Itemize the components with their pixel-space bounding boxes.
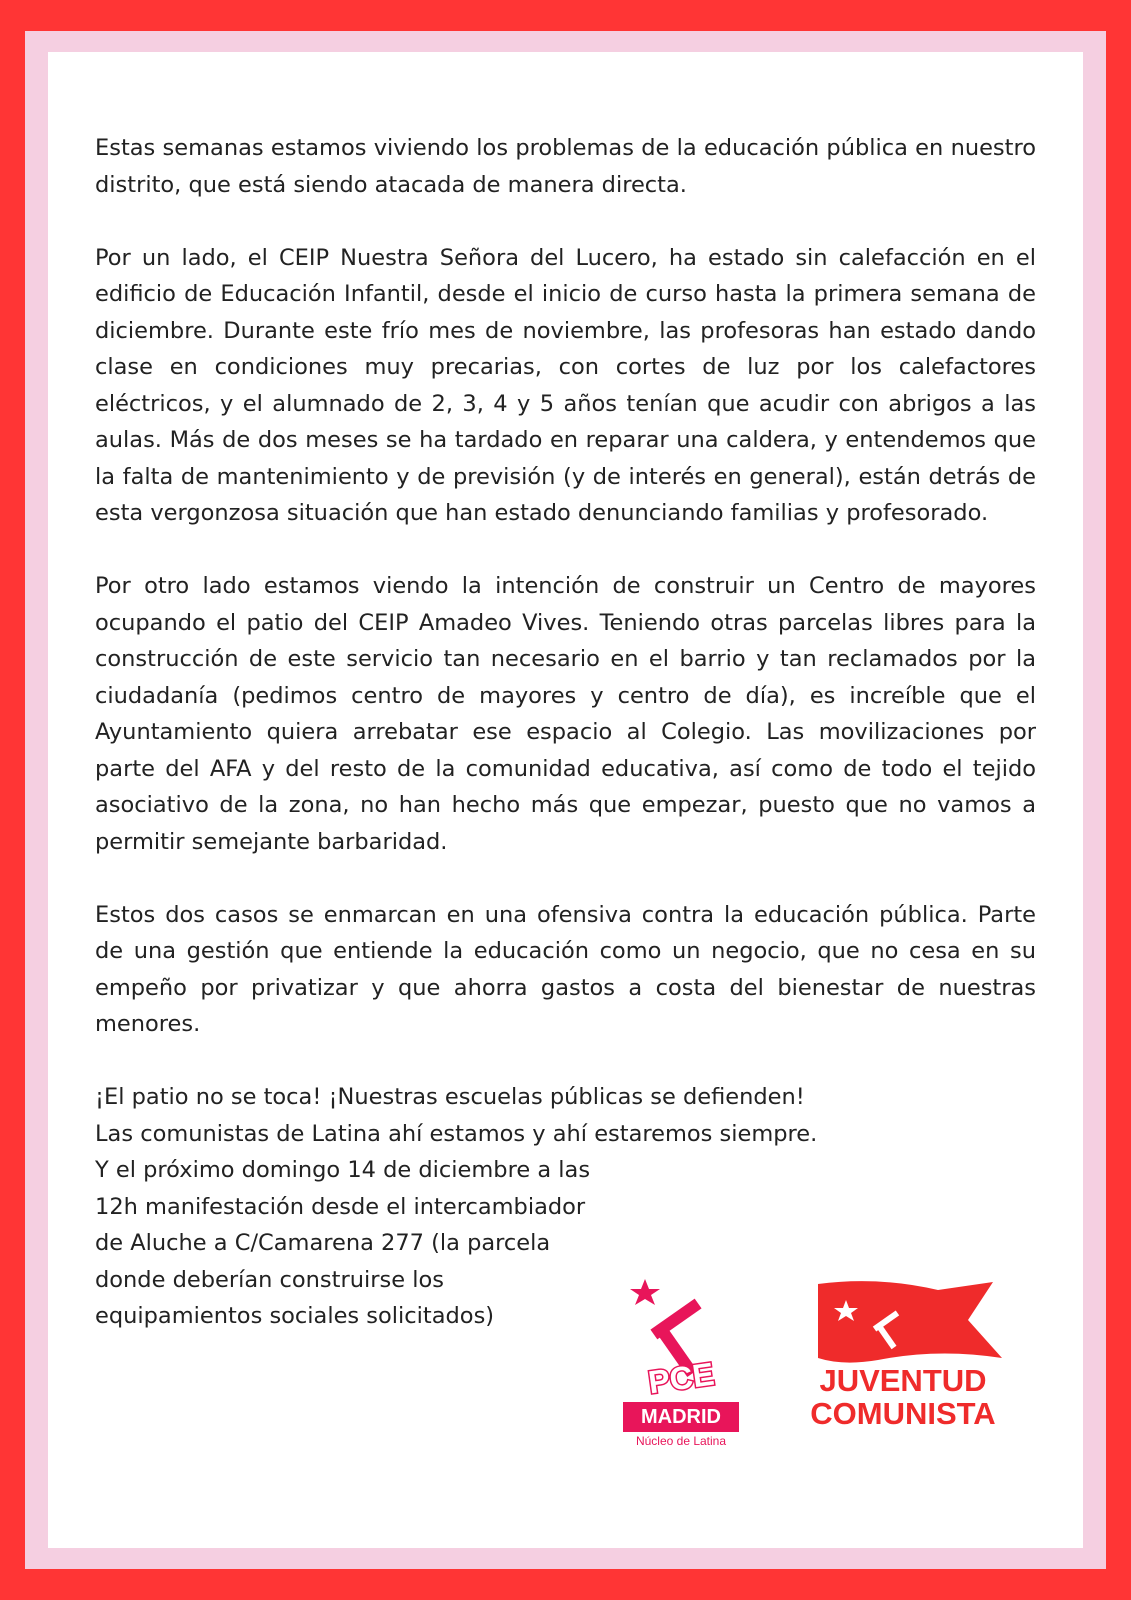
nucleo-label: Núcleo de Latina — [635, 1434, 727, 1448]
pce-madrid-logo — [615, 1277, 765, 1457]
juventud-comunista-logo — [788, 1280, 1018, 1440]
paragraph-intro: Estas semanas estamos viviendo los problemas de la educación pública en nuestro distrito, que está siendo atacada de manera directa. — [95, 135, 1036, 198]
jc-line-1: JUVENTUD — [819, 1363, 987, 1398]
slogan-line: ¡El patio no se toca! ¡Nuestras escuelas públicas se defienden! — [95, 1084, 805, 1110]
red-flag-icon — [788, 1280, 1018, 1364]
paragraph-ofensiva: Estos dos casos se enmarcan en una ofensiva contra la educación pública. Parte de una gestión que entiende la educación como un negocio, que no cesa en su empeño por privatizar y que ahorra gastos a costa del bienestar de nuestras menores. — [95, 901, 1036, 1037]
jc-line-2: COMUNISTA — [810, 1396, 996, 1431]
flyer-text — [95, 130, 1036, 1335]
paragraph-amadeo-vives: Por otro lado estamos viendo la intención de construir un Centro de mayores ocupando el patio del CEIP Amadeo Vives. Teniendo otras parcelas libres para la construcción de este servicio tan necesario en el barrio y tan reclamados por la ciudadanía (pedimos centro de mayores y centro de día), es increíble que el Ayuntamiento quiera arrebatar ese espacio al Colegio. Las movilizaciones por parte del AFA y del resto de la comunidad educativa, así como de todo el tejido asociativo de la zona, no han hecho más que empezar, puesto que no vamos a permitir semejante barbaridad. — [95, 573, 1036, 855]
commitment-line: Las comunistas de Latina ahí estamos y ahí estaremos siempre. — [95, 1120, 818, 1147]
flyer-page — [48, 52, 1083, 1548]
paragraph-lucero: Por un lado, el CEIP Nuestra Señora del Lucero, ha estado sin calefacción en el edificio de Educación Infantil, desde el inicio de curso hasta la primera semana de diciembre. Durante este frío mes de noviembre, las profesoras han estado dando clase en condiciones muy precarias, con cortes de luz por los calefactores eléctricos, y el alumnado de 2, 3, 4 y 5 años tenían que acudir con abrigos a las aulas. Más de dos meses se ha tardado en reparar una caldera, y entendemos que la falta de mantenimiento y de previsión (y de interés en general), están detrás de esta vergonzosa situación que han estado denunciando familias y profesorado. — [95, 244, 1036, 526]
pce-letters: PCE — [646, 1355, 717, 1401]
demonstration-announcement: Y el próximo domingo 14 de diciembre a las 12h manifestación desde el intercambiador de Aluche a C/Camarena 277 (la parcela donde deberían construirse los equipamientos sociales solicitados) — [95, 1157, 591, 1329]
madrid-label: MADRID — [623, 1402, 739, 1432]
pce-emblem-icon — [615, 1277, 747, 1401]
juventud-comunista-text — [788, 1364, 1018, 1430]
